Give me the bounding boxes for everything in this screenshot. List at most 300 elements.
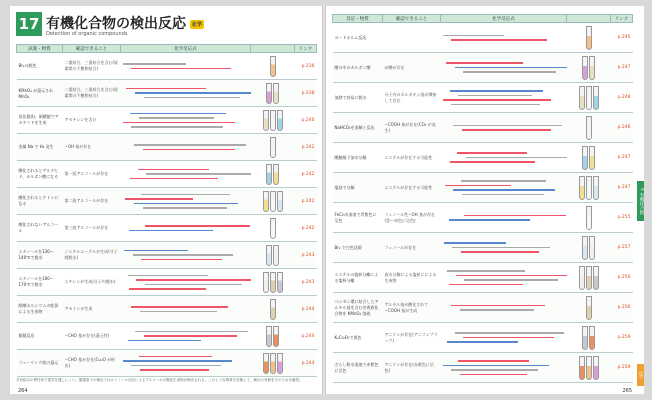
test-tube-photo — [253, 137, 293, 158]
confirm-cell: ジエチルエーテルが生成(分子間脱水) — [63, 242, 121, 269]
formula-line — [460, 374, 527, 376]
confirm-cell: 高水分解による塩析にによる生成物 — [383, 263, 441, 293]
equation-cell — [121, 350, 251, 377]
page-link[interactable]: p.243 — [295, 269, 317, 296]
formula-line — [123, 122, 235, 124]
confirm-cell: 第二級アルコールが存在 — [63, 188, 121, 215]
test-tube — [270, 110, 276, 131]
page-link[interactable]: p.240 — [295, 107, 317, 134]
equation-cell — [121, 188, 251, 215]
formula-line — [130, 113, 226, 115]
equation-cell — [441, 23, 567, 53]
page-link[interactable]: p.242 — [295, 161, 317, 188]
confirm-cell: エステルが存在する可能性 — [383, 143, 441, 173]
test-tube — [273, 326, 279, 347]
confirm-cell: エステルが存在する可能性 — [383, 173, 441, 203]
photo-cell — [567, 263, 611, 293]
formula-line — [456, 275, 567, 277]
equation-cell — [121, 161, 251, 188]
structural-formula — [123, 63, 249, 69]
formula-line — [128, 275, 209, 277]
confirm-cell: −CHO 基が存在(還元性) — [63, 323, 121, 350]
formula-line — [464, 279, 558, 281]
page-link[interactable]: p.247 — [611, 173, 633, 203]
subject-side-tab[interactable]: 化学 — [637, 364, 644, 386]
page-link[interactable]: p.256 — [611, 293, 633, 323]
structural-formula — [443, 90, 565, 105]
formula-line — [129, 288, 206, 290]
formula-line — [455, 332, 565, 334]
reaction-table-right — [332, 14, 633, 383]
test-tube — [266, 164, 272, 185]
test-tube-photo — [253, 245, 293, 266]
page-link[interactable]: p.242 — [295, 134, 317, 161]
formula-line — [452, 247, 550, 249]
test-tube — [589, 146, 595, 170]
test-tube-photo — [569, 296, 609, 320]
table-row — [17, 53, 317, 80]
test-tube — [593, 266, 599, 290]
formula-line — [124, 250, 188, 252]
page-subtitle: Detection of organic compounds — [46, 31, 128, 37]
page-link[interactable]: p.259 — [611, 323, 633, 353]
table-row — [17, 269, 317, 296]
page-link[interactable]: p.238 — [295, 80, 317, 107]
formula-line — [461, 251, 539, 253]
page-link[interactable]: p.244 — [295, 350, 317, 377]
test-tube-photo — [253, 191, 293, 212]
photo-cell — [251, 134, 295, 161]
footnote: 共有結合の異性体で電気を通しにくい。酸素原子の検出ではルミノール反応によるアルコールの酸化生成物が検出される。このような物質を変換して、検出の有無をそのためを確認。 — [16, 378, 303, 382]
table-row — [17, 296, 317, 323]
page-link[interactable]: p.242 — [295, 188, 317, 215]
equation-cell — [441, 263, 567, 293]
formula-line — [457, 152, 527, 154]
photo-cell — [567, 113, 611, 143]
confirm-cell: アセトンが生成 — [63, 296, 121, 323]
structural-formula — [123, 144, 249, 150]
test-tube — [273, 245, 279, 266]
test-tube-photo — [569, 236, 609, 260]
reagent-cell: 酢酸カルシウムの乾留による生成物 — [17, 296, 63, 323]
reagent-cell: 金属 Na で H₂ 発生 — [17, 134, 63, 161]
formula-line — [450, 90, 543, 92]
structural-formula — [123, 306, 249, 312]
formula-line — [123, 360, 233, 362]
formula-line — [449, 284, 523, 286]
test-tube — [579, 356, 585, 380]
formula-line — [451, 104, 540, 106]
confirm-cell: フェノールが存在 — [383, 233, 441, 263]
test-tube-photo — [569, 176, 609, 200]
test-tube-photo — [253, 218, 293, 239]
test-tube — [582, 236, 588, 260]
table-row — [17, 161, 317, 188]
reagent-cell: 臭化銀(Ⅰ)、硝酸銀でアセチリドを生成 — [17, 107, 63, 134]
equation-cell — [441, 353, 567, 383]
page-link[interactable]: p.255 — [611, 203, 633, 233]
confirm-cell: −COOH 基が存在(CO₂ が発生) — [383, 113, 441, 143]
header-reagent: 試薬・物質 — [17, 45, 63, 53]
test-tube — [582, 326, 588, 350]
table-row — [333, 263, 633, 293]
reagent-cell: Br₂の脱色 — [17, 53, 63, 80]
formula-line — [134, 203, 239, 205]
chapter-side-tab[interactable]: 4 有機化合物 — [637, 181, 644, 221]
formula-line — [126, 88, 205, 90]
formula-line — [139, 117, 215, 119]
test-tube-photo — [253, 83, 293, 104]
table-row — [333, 353, 633, 383]
photo-cell — [567, 23, 611, 53]
photo-cell — [567, 353, 611, 383]
photo-cell — [251, 350, 295, 377]
equation-cell — [441, 143, 567, 173]
reagent-cell: 酸触媒下加水分解 — [333, 143, 383, 173]
table-row — [333, 323, 633, 353]
equation-cell — [121, 269, 251, 296]
formula-line — [143, 207, 227, 209]
test-tube — [586, 266, 592, 290]
page-link[interactable]: p.246 — [611, 113, 633, 143]
table-row — [17, 323, 317, 350]
formula-line — [141, 259, 222, 261]
structural-formula — [123, 331, 249, 342]
formula-line — [443, 365, 549, 367]
test-tube — [277, 191, 283, 212]
photo-cell — [251, 107, 295, 134]
test-tube-photo — [569, 86, 609, 110]
table-row — [333, 173, 633, 203]
confirm-cell: 二重結合、三重結合を含む(炭素間の不飽和結合) — [63, 80, 121, 107]
confirm-cell: −CHO 基が存在(Cu₂O が析出) — [63, 350, 121, 377]
formula-line — [462, 129, 551, 131]
formula-line — [135, 331, 248, 333]
formula-line — [444, 242, 506, 244]
confirm-cell: 第三級アルコールが存在 — [63, 215, 121, 242]
test-tube — [277, 272, 283, 293]
formula-line — [458, 95, 531, 97]
reagent-cell: エタノールを130〜140℃で脱水 — [17, 242, 63, 269]
table-row — [333, 293, 633, 323]
test-tube-photo — [569, 326, 609, 350]
photo-cell — [251, 242, 295, 269]
structural-formula — [123, 194, 249, 209]
reagent-cell: さらし粉水溶液で赤紫色に呈色 — [333, 353, 383, 383]
table-row — [333, 203, 633, 233]
table-row — [17, 350, 317, 377]
test-tube-photo — [253, 353, 293, 374]
formula-line — [130, 178, 218, 180]
photo-cell — [251, 53, 295, 80]
formula-line — [139, 356, 212, 358]
formula-line — [131, 365, 220, 367]
test-tube — [589, 56, 595, 80]
header-link: リンク — [611, 15, 633, 23]
test-tube-photo — [253, 164, 293, 185]
formula-line — [138, 169, 210, 171]
reagent-cell: ベンゼン環に結合したアルキル基を含む芳香族化合物を KMnO₄ 溶液 — [333, 293, 383, 323]
formula-line — [131, 126, 223, 128]
test-tube — [263, 353, 269, 374]
page-link[interactable]: p.245 — [611, 23, 633, 53]
structural-formula — [123, 169, 249, 180]
reagent-cell: Br₂ で白色沈殿 — [333, 233, 383, 263]
test-tube — [263, 110, 269, 131]
chapter-header — [16, 12, 316, 42]
page-link[interactable]: p.257 — [611, 233, 633, 263]
photo-cell — [567, 293, 611, 323]
test-tube — [270, 353, 276, 374]
test-tube — [593, 176, 599, 200]
confirm-cell — [383, 23, 441, 53]
test-tube-photo — [253, 326, 293, 347]
formula-line — [453, 189, 554, 191]
reaction-table-left — [16, 44, 317, 377]
formula-line — [466, 157, 567, 159]
reagent-cell: NaHCO₃を溶解と反応 — [333, 113, 383, 143]
structural-formula — [123, 225, 249, 231]
formula-line — [140, 369, 209, 371]
test-tube — [266, 326, 272, 347]
page-link[interactable]: p.244 — [295, 323, 317, 350]
structural-formula — [443, 35, 565, 41]
reagent-cell: 銀鏡反応 — [17, 323, 63, 350]
photo-cell — [567, 173, 611, 203]
structural-formula — [443, 270, 565, 285]
confirm-cell: アニリンが存在(赤紫色に呈色) — [383, 353, 441, 383]
table-row — [17, 134, 317, 161]
test-tube — [270, 56, 276, 77]
test-tube-photo — [569, 146, 609, 170]
equation-cell — [441, 203, 567, 233]
test-tube — [586, 176, 592, 200]
formula-line — [145, 284, 242, 286]
page-title — [46, 13, 204, 33]
equation-cell — [441, 83, 567, 113]
confirm-cell: アセチレンを含む — [63, 107, 121, 134]
subject-badge: 化学 — [192, 21, 203, 28]
test-tube — [579, 86, 585, 110]
header-photo — [251, 45, 295, 53]
test-tube — [579, 176, 585, 200]
test-tube — [270, 299, 276, 320]
formula-line — [460, 309, 534, 311]
photo-cell — [567, 233, 611, 263]
reagent-cell: エステルの塩析分離による塩析分離 — [333, 263, 383, 293]
header-link: リンク — [295, 45, 317, 53]
test-tube-photo — [253, 272, 293, 293]
page-link[interactable]: p.243 — [295, 242, 317, 269]
test-tube — [273, 164, 279, 185]
photo-cell — [251, 188, 295, 215]
test-tube-photo — [253, 299, 293, 320]
page-link[interactable]: p.256 — [611, 263, 633, 293]
equation-cell — [121, 80, 251, 107]
equation-cell — [121, 215, 251, 242]
photo-cell — [567, 323, 611, 353]
formula-line — [445, 185, 511, 187]
test-tube — [273, 83, 279, 104]
page-number-left: 264 — [18, 388, 28, 394]
formula-line — [451, 305, 545, 307]
formula-line — [451, 369, 538, 371]
structural-formula — [443, 215, 565, 221]
reagent-cell: KMnO₄ が還元されMnO₂ — [17, 80, 63, 107]
test-tube — [586, 206, 592, 230]
page-link[interactable]: p.259 — [611, 353, 633, 383]
header-photo — [567, 15, 611, 23]
title-text: 有機化合物の検出反応 — [46, 16, 186, 32]
formula-line — [443, 35, 504, 37]
formula-line — [463, 337, 553, 339]
photo-cell — [567, 53, 611, 83]
formula-line — [131, 306, 228, 308]
confirm-cell: エチレンが生成(分子内脱水) — [63, 269, 121, 296]
test-tube — [593, 86, 599, 110]
formula-line — [144, 97, 240, 99]
left-page — [10, 6, 322, 394]
reagent-cell: FeCl₃水溶液で青紫色に呈色 — [333, 203, 383, 233]
reagent-cell: 酸化されないアルコール — [17, 215, 63, 242]
test-tube-photo — [253, 110, 293, 131]
test-tube — [263, 191, 269, 212]
photo-cell — [567, 143, 611, 173]
formula-line — [458, 360, 529, 362]
page-link[interactable]: p.248 — [611, 83, 633, 113]
reagent-cell: 酸の中のカルボン酸 — [333, 53, 383, 83]
formula-line — [133, 254, 234, 256]
confirm-cell: フェノール性−OH 基が存在(青〜赤色に呈色) — [383, 203, 441, 233]
equation-cell — [441, 233, 567, 263]
photo-cell — [567, 83, 611, 113]
right-page — [326, 6, 644, 394]
structural-formula — [443, 242, 565, 253]
equation-cell — [441, 323, 567, 353]
chapter-number: 17 — [16, 12, 42, 36]
equation-cell — [441, 113, 567, 143]
photo-cell — [251, 269, 295, 296]
test-tube — [270, 191, 276, 212]
photo-cell — [251, 215, 295, 242]
test-tube-photo — [569, 206, 609, 230]
confirm-cell: が酸が存在 — [383, 53, 441, 83]
formula-line — [453, 125, 562, 127]
structural-formula — [443, 332, 565, 343]
test-tube — [277, 110, 283, 131]
confirm-cell: 第一級アルコールが存在 — [63, 161, 121, 188]
formula-line — [141, 194, 229, 196]
table-row — [17, 80, 317, 107]
structural-formula — [443, 62, 565, 73]
formula-line — [129, 230, 213, 232]
header-equation: 化学反応式 — [121, 45, 251, 53]
test-tube — [270, 137, 276, 158]
formula-line — [446, 62, 523, 64]
test-tube — [593, 356, 599, 380]
page-link[interactable]: p.242 — [295, 215, 317, 242]
formula-line — [450, 161, 535, 163]
formula-line — [451, 39, 547, 41]
confirm-cell: −OH 基が存在 — [63, 134, 121, 161]
structural-formula — [443, 305, 565, 311]
table-row — [333, 233, 633, 263]
test-tube — [270, 218, 276, 239]
structural-formula — [443, 360, 565, 375]
page-link[interactable]: p.236 — [295, 53, 317, 80]
reagent-cell: 酸化されるとアルデヒド、カルボン酸になる — [17, 161, 63, 188]
equation-cell — [121, 242, 251, 269]
structural-formula — [443, 125, 565, 131]
equation-cell — [441, 53, 567, 83]
formula-line — [144, 335, 237, 337]
confirm-cell: アルキル基が酸化されて−COOH 基が生成 — [383, 293, 441, 323]
test-tube — [589, 236, 595, 260]
test-tube — [266, 245, 272, 266]
test-tube-photo — [569, 56, 609, 80]
page-number-right: 265 — [622, 388, 632, 394]
equation-cell — [121, 296, 251, 323]
reagent-cell: 酸化されるとケトンになる — [17, 188, 63, 215]
table-row — [17, 107, 317, 134]
test-tube — [270, 272, 276, 293]
test-tube — [266, 83, 272, 104]
test-tube — [586, 86, 592, 110]
reagent-cell: 加熱で容易に脱水 — [333, 83, 383, 113]
formula-line — [455, 67, 567, 69]
test-tube-photo — [569, 266, 609, 290]
equation-cell — [121, 107, 251, 134]
test-tube-photo — [569, 116, 609, 140]
formula-line — [443, 99, 552, 101]
test-tube — [277, 353, 283, 374]
test-tube — [586, 26, 592, 50]
formula-line — [135, 92, 250, 94]
table-row — [333, 53, 633, 83]
table-row — [333, 143, 633, 173]
equation-cell — [121, 53, 251, 80]
formula-line — [125, 198, 193, 200]
equation-cell — [441, 173, 567, 203]
page-link[interactable]: p.247 — [611, 143, 633, 173]
photo-cell — [251, 161, 295, 188]
test-tube — [582, 56, 588, 80]
formula-line — [462, 194, 544, 196]
reagent-cell: K₂Cr₂O₇で黒色 — [333, 323, 383, 353]
structural-formula — [123, 113, 249, 128]
page-link[interactable]: p.244 — [295, 296, 317, 323]
formula-line — [123, 63, 186, 65]
structural-formula — [443, 152, 565, 163]
formula-line — [146, 173, 250, 175]
table-row — [17, 242, 317, 269]
structural-formula — [123, 275, 249, 290]
structural-formula — [443, 180, 565, 195]
header-reagent: 反応・物質 — [333, 15, 383, 23]
test-tube — [589, 326, 595, 350]
structural-formula — [123, 356, 249, 371]
test-tube — [582, 146, 588, 170]
page-link[interactable]: p.247 — [611, 53, 633, 83]
formula-line — [461, 180, 546, 182]
formula-line — [136, 279, 250, 281]
test-tube-photo — [253, 56, 293, 77]
formula-line — [145, 225, 250, 227]
table-row — [333, 23, 633, 53]
structural-formula — [123, 250, 249, 261]
formula-line — [143, 149, 235, 151]
photo-cell — [567, 203, 611, 233]
